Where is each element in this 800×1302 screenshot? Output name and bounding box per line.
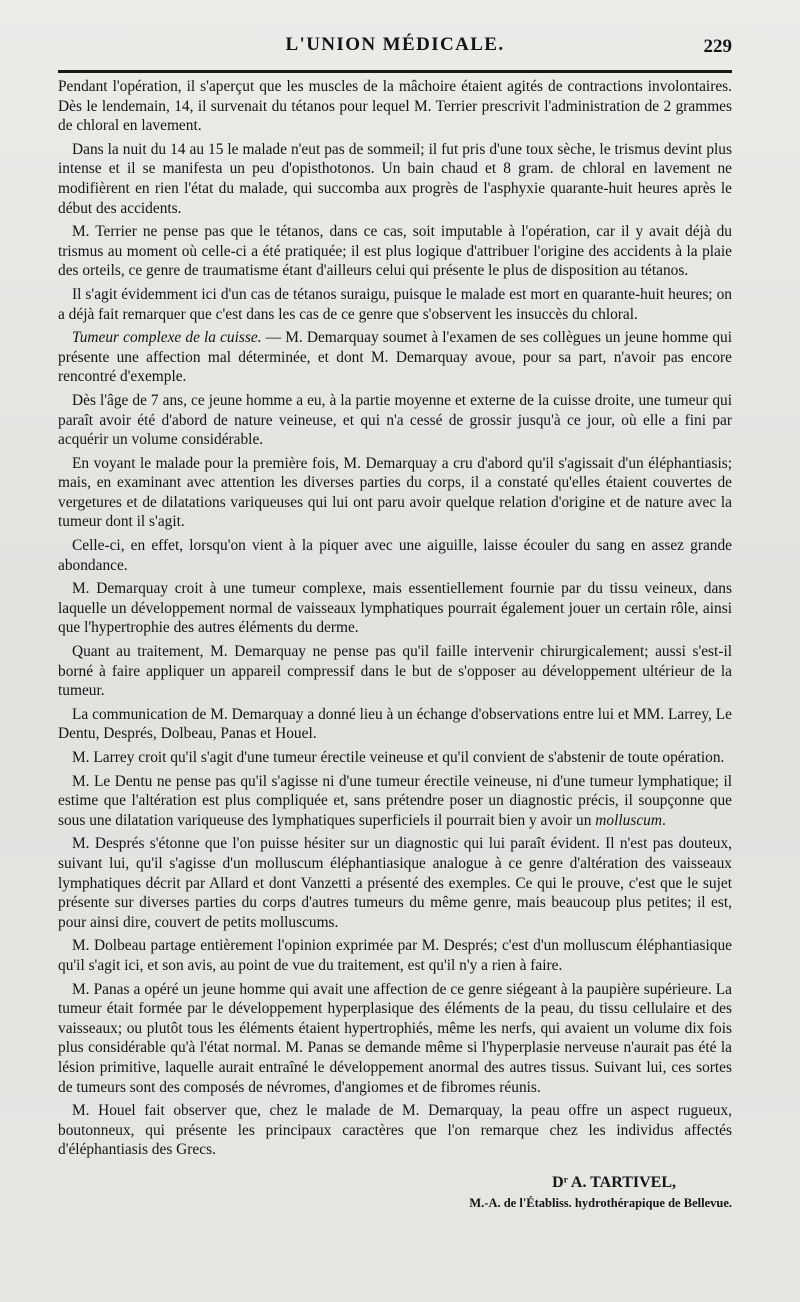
author-signature: Dʳ A. TARTIVEL, bbox=[552, 1173, 676, 1191]
paragraph bbox=[58, 642, 732, 701]
paragraph-text: M. Després s'étonne que l'on puisse hésiter sur un diagnostic qui lui paraît évident. Il n'est pas douteux, suivant lui, qu'il s'agisse d'un molluscum éléphantiasique analogue à ce genre d'altération des vaisseaux lymphatiques décrit par Allard et dont Vanzetti a présenté des exemples. Ce qui le prouve, c'est que le sujet présente sur diverses parties du corps d'autres tumeurs du même genre, mais beaucoup plus petites; il est, pour ainsi dire, couvert de petits molluscums. bbox=[58, 835, 732, 931]
paragraph bbox=[58, 834, 732, 932]
paragraph-text: — M. Demarquay soumet à l'examen de ses collègues un jeune homme qui présente une affection mal déterminée, et dont M. Demarquay avoue, pour sa part, n'avoir pas encore rencontré d'exemple. bbox=[58, 329, 733, 386]
paragraph bbox=[58, 980, 732, 1098]
paragraph bbox=[58, 77, 732, 136]
paragraph-text: La communication de M. Demarquay a donné lieu à un échange d'observations entre lui et MM. Larrey, Le Dentu, Després, Dolbeau, Panas et Houel. bbox=[58, 705, 732, 743]
paragraph-text: Pendant l'opération, il s'aperçut que les muscles de la mâchoire étaient agités de contractions involontaires. Dès le lendemain, 14, il survenait du tétanos pour lequel M. Terrier prescrivit l'administration de 2 grammes de chloral en lavement. bbox=[58, 78, 732, 135]
paragraph bbox=[58, 328, 732, 387]
running-title: L'UNION MÉDICALE. bbox=[285, 34, 505, 55]
article-body bbox=[58, 77, 732, 1160]
paragraph-text: M. Houel fait observer que, chez le malade de M. Demarquay, la peau offre un aspect rugueux, boutonneux, qui présente les principaux caractères que l'on remarque chez les individus affectés d'éléphantiasis des Grecs. bbox=[58, 1102, 732, 1159]
paragraph-text: M. Panas a opéré un jeune homme qui avait une affection de ce genre siégeant à la paupière supérieure. La tumeur était formée par le développement hyperplasique des éléments de la peau, du tissu cellulaire et des vaisseaux; ou plutôt tous les éléments étaient hypertrophiés, même les nerfs, qui avaient un volume dix fois plus considérable qu'à l'état normal. M. Panas se demande même si l'hyperplasie nerveuse n'aurait pas été la lésion primitive, laquelle aurait entraîné le développement anormal des autres tissus. Suivant lui, ces sortes de tumeurs sont des composés de névromes, d'angiomes et de fibromes réunis. bbox=[58, 980, 732, 1096]
paragraph-text: M. Dolbeau partage entièrement l'opinion exprimée par M. Després; c'est d'un molluscum éléphantiasique qu'il s'agit ici, et son avis, au point de vue du traitement, est qu'il n'y a rien à faire. bbox=[58, 937, 732, 974]
paragraph-text: Il s'agit évidemment ici d'un cas de tétanos suraigu, puisque le malade est mort en quarante-huit heures; on a déjà fait remarquer que c'est dans les cas de ce genre que s'observent les insuccès du chloral. bbox=[58, 285, 732, 323]
paragraph-text: Dès l'âge de 7 ans, ce jeune homme a eu, à la partie moyenne et externe de la cuisse droite, une tumeur qui paraît avoir été d'abord de nature veineuse, et qui n'a cessé de grossir jusqu'à ce jour, où elle a fini par acquérir un volume considérable. bbox=[58, 391, 732, 449]
paragraph bbox=[58, 1101, 732, 1160]
paragraph-text: M. Terrier ne pense pas que le tétanos, dans ce cas, soit imputable à l'opération, car il y avait déjà du trismus au moment où celle-ci a été pratiquée; il est plus logique d'attribuer l'origine des accidents à la plaie des orteils, ce genre de traumatisme étant d'ailleurs celui qui présente le plus de disposition au tétanos. bbox=[58, 223, 732, 280]
page-number: 229 bbox=[703, 36, 732, 57]
paragraph bbox=[58, 748, 732, 768]
author-affiliation: M.-A. de l'Établiss. hydrothérapique de Bellevue. bbox=[469, 1195, 732, 1210]
page-header bbox=[58, 30, 732, 70]
paragraph-text: Quant au traitement, M. Demarquay ne pense pas qu'il faille intervenir chirurgicalement; aussi s'est-il borné à faire appliquer un appareil compressif dans le but de s'opposer au développement ultérieur de la tumeur. bbox=[58, 643, 732, 700]
paragraph bbox=[58, 536, 732, 575]
paragraph-text: M. Le Dentu ne pense pas qu'il s'agisse ni d'une tumeur érectile veineuse, ni d'une tumeur lymphatique; il estime que l'altération est plus compliquée et, sans prétendre poser un diagnostic précis, il soupçonne que sous une dilatation variqueuse des lymphatiques superficiels il pourrait bien y avoir un bbox=[58, 772, 732, 829]
paragraph bbox=[58, 936, 732, 975]
paragraph-text: M. Larrey croit qu'il s'agit d'une tumeur érectile veineuse et qu'il convient de s'abstenir de toute opération. bbox=[72, 749, 725, 766]
paragraph-text: Celle-ci, en effet, lorsqu'on vient à la piquer avec une aiguille, laisse écouler du sang en assez grande abondance. bbox=[58, 537, 732, 574]
paragraph bbox=[58, 579, 732, 638]
paragraph bbox=[58, 222, 732, 281]
paragraph bbox=[58, 391, 732, 450]
paragraph-text: En voyant le malade pour la première fois, M. Demarquay a cru d'abord qu'il s'agissait d'un éléphantiasis; mais, en examinant avec attention les diverses parties du corps, il a constaté qu'elles étaient couvertes de vergetures et de dilatations variqueuses qui lui ont paru avoir quelque relation d'origine et de nature avec la tumeur dont il s'agit. bbox=[58, 454, 732, 531]
paragraph bbox=[58, 705, 732, 744]
paragraph-text: M. Demarquay croit à une tumeur complexe, mais essentiellement fournie par du tissu veineux, dans laquelle un développement normal de vaisseaux lymphatiques pourrait également jouer un certain rôle, ainsi que l'hypertrophie des autres éléments du derme. bbox=[58, 580, 732, 637]
header-rule bbox=[58, 70, 732, 73]
italic-term: molluscum bbox=[595, 811, 662, 829]
paragraph bbox=[58, 285, 732, 324]
paragraph bbox=[58, 772, 732, 831]
paragraph-text: Dans la nuit du 14 au 15 le malade n'eut pas de sommeil; il fut pris d'une toux sèche, le trismus devint plus intense et il se manifesta un peu d'opisthotonos. Un bain chaud et 8 gram. de chloral en lavement ne modifièrent en rien l'état du malade, qui succomba aux progrès de l'asphyxie quarante-huit heures après le début des accidents. bbox=[58, 140, 732, 217]
paragraph-tail: . bbox=[661, 811, 666, 829]
paragraph bbox=[58, 454, 732, 532]
paragraph bbox=[58, 140, 732, 218]
section-heading: Tumeur complexe de la cuisse. bbox=[72, 329, 262, 347]
